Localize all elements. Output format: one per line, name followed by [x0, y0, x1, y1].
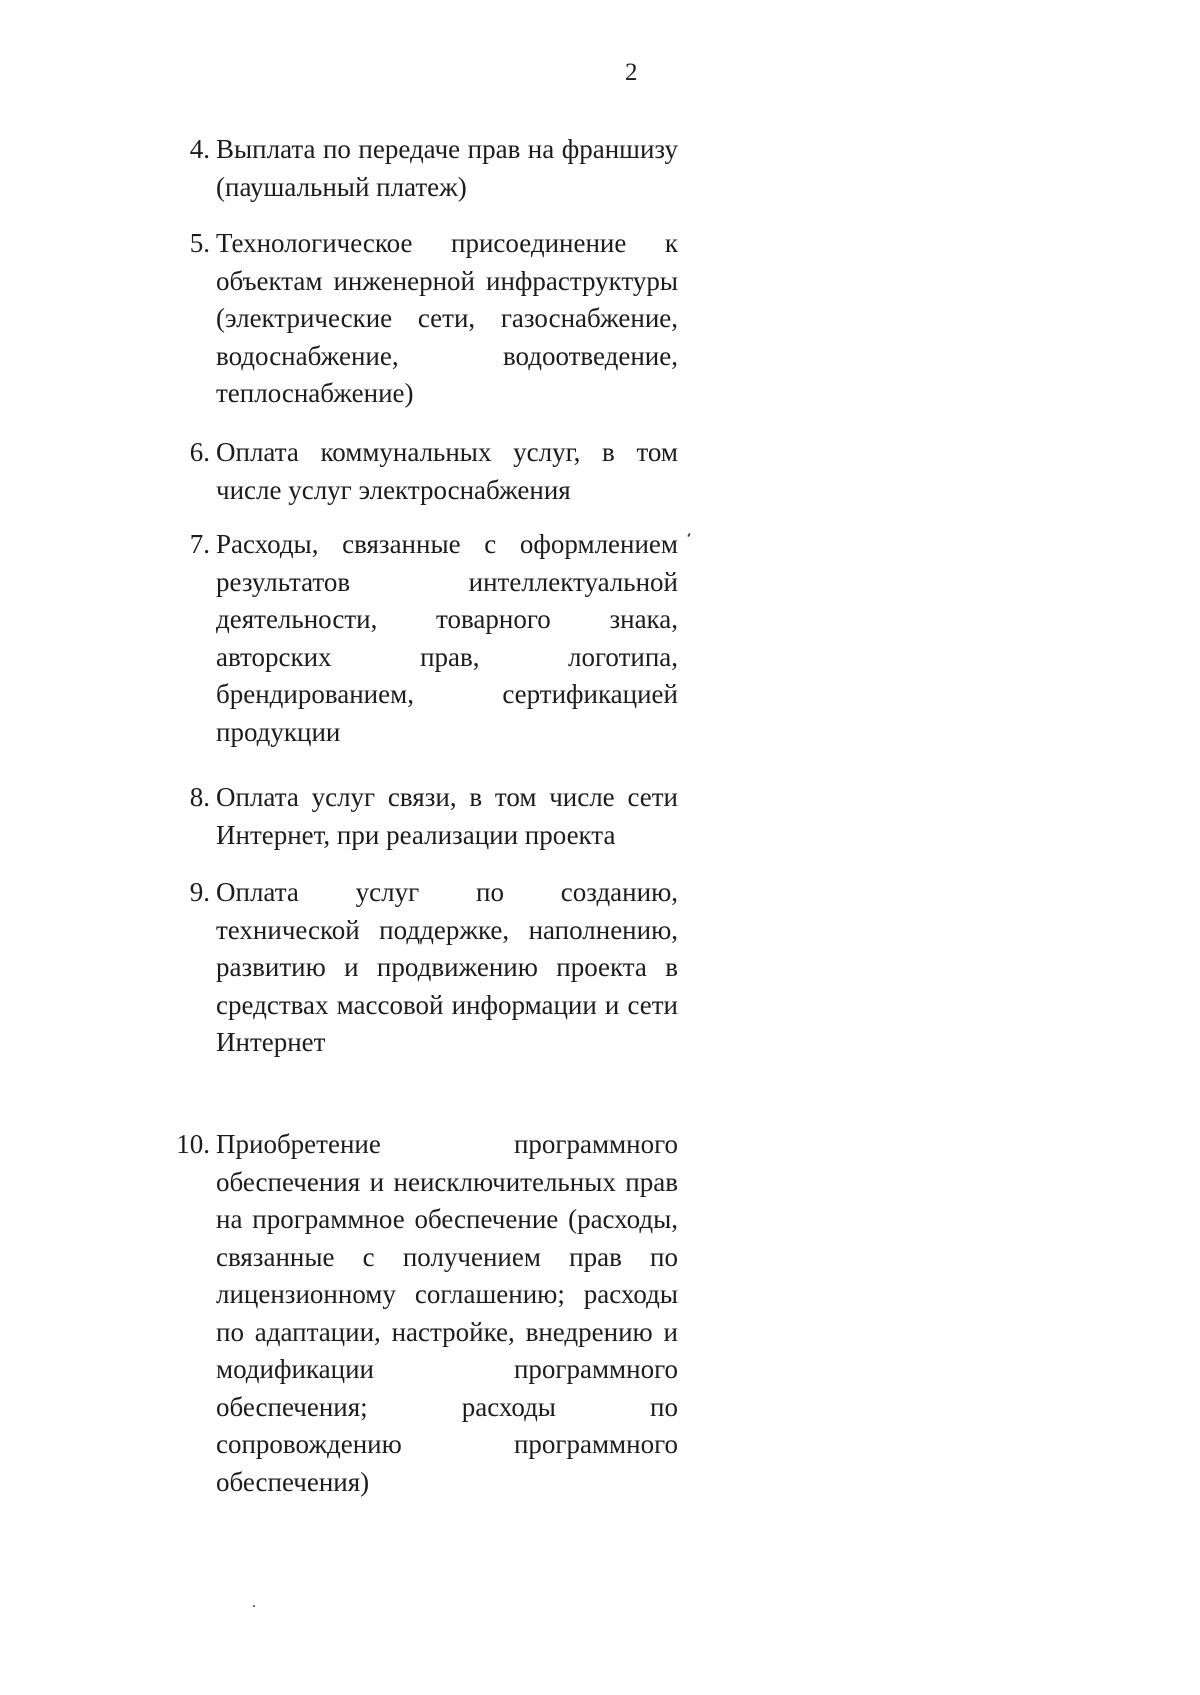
list-item-text: Технологическое присоединение к объектам инженерной инфраструктуры (электрические сети, газоснабжение, водоснабжение, водоотведение, теплоснабжение)	[216, 228, 678, 408]
list-item-number: 8.	[189, 782, 210, 812]
list-item-number: 5.	[189, 228, 210, 258]
scan-speck	[687, 533, 691, 537]
list-item	[150, 1126, 678, 1506]
list-item-text: Выплата по передаче прав на франшизу (паушальный платеж)	[216, 134, 678, 202]
list-item	[150, 225, 678, 415]
list-item-number: 4.	[189, 134, 210, 164]
list-item	[150, 131, 678, 211]
scan-speck	[253, 1605, 255, 1607]
list-item-number: 9.	[189, 877, 210, 907]
list-item	[150, 434, 678, 514]
list-item-number: 10.	[176, 1129, 210, 1159]
list-item-text: Приобретение программного обеспечения и неисключительных прав на программное обеспечение (расходы, связанные с получением прав по лицензионному соглашению; расходы по адаптации, настройке, внедрению и модификации программного обеспечения; расходы по сопровождению программного обеспечения)	[216, 1129, 678, 1497]
list-item-text: Оплата услуг связи, в том числе сети Интернет, при реализации проекта	[216, 782, 678, 850]
list-item	[150, 779, 678, 859]
list-item-number: 7.	[189, 529, 210, 559]
list-item	[150, 874, 678, 1104]
list-item-text: Оплата коммунальных услуг, в том числе услуг электроснабжения	[216, 437, 678, 505]
list-item	[150, 526, 678, 756]
list-item-number: 6.	[189, 437, 210, 467]
list-item-text: Оплата услуг по созданию, технической поддержке, наполнению, развитию и продвижению проекта в средствах массовой информации и сети Интернет	[216, 877, 678, 1057]
page-number: 2	[625, 59, 638, 86]
list-item-text: Расходы, связанные с оформлением результатов интеллектуальной деятельности, товарного знака, авторских прав, логотипа, брендированием, сертификацией продукции	[216, 529, 678, 747]
